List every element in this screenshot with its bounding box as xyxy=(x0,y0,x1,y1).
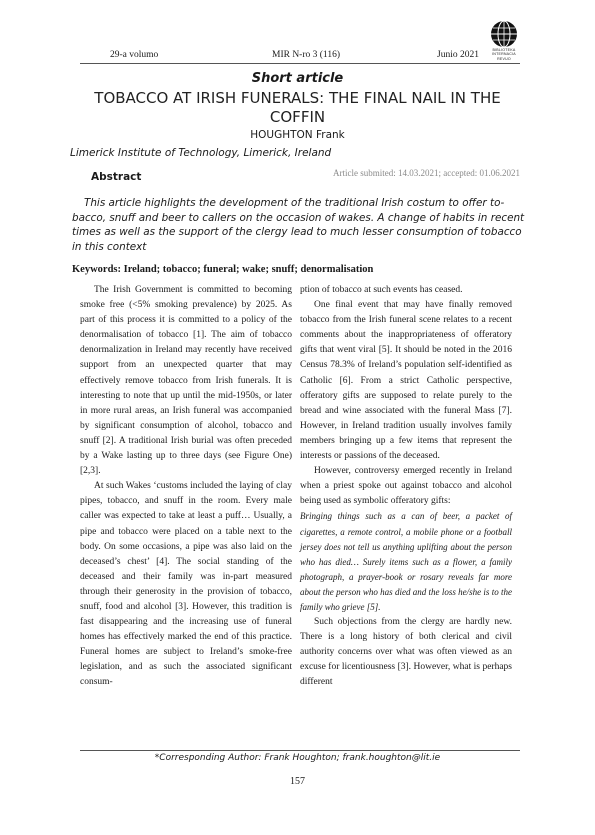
paragraph: At such Wakes ‘customs included the laying of clay pipes, tobacco, and snuff in the room. Every male caller was expected to take at least a puff… Usually, a pipe and tobacco were placed on a table next to the body. On some occasions, a pipe was also laid on the deceased’s chest’ [4]. The social standing of the deceased and their family was in-part measured through their generosity in the provision of tobacco, snuff, food and alcohol [3]. However, this tradition is fast disappearing and the increasing use of funeral homes has effectively marked the end of this practice. Funeral homes are subject to Ireland’s smoke-free legislation, and as such the associated significant consum- xyxy=(80,481,292,688)
footnote-corresponding-author: *Corresponding Author: Frank Houghton; frank.houghton@lit.ie xyxy=(154,753,441,763)
article-title xyxy=(60,89,535,127)
abstract-heading: Abstract xyxy=(91,171,142,183)
abstract-line: This article highlights the development of the traditional Irish costum to offer to- xyxy=(84,197,505,209)
author-name: HOUGHTON Frank xyxy=(250,129,345,141)
submission-dates: Article submited: 14.03.2021; accepted: 01.06.2021 xyxy=(333,168,520,178)
logo-text-line: INTERNACIA xyxy=(492,52,516,57)
paragraph: Such objections from the clergy are hardly new. There is a long history of both clerical and civil authority concerns over what was often viewed as an excuse for licentiousness [3]. However, what is perhaps different xyxy=(300,617,512,688)
abstract-line: in this context xyxy=(72,240,147,253)
body-column-left xyxy=(80,283,292,691)
abstract-line: bacco, snuff and beer to callers on the occasion of wakes. A change of habits in recent xyxy=(72,211,525,224)
affiliation: Limerick Institute of Technology, Limerick, Ireland xyxy=(70,147,332,159)
abstract-line: times as well as the support of the clergy lead to much lesser consumption of tobacco xyxy=(72,226,522,238)
footnote-rule xyxy=(80,750,520,751)
logo-text-line: REVUO xyxy=(497,56,511,61)
paragraph: The Irish Government is committed to becoming smoke free (<5% smoking prevalence) by 2025. As part of this process it is committed to a policy of the denormalisation of tobacco [1]. The aim of tobacco denormalization in Ireland may recently have received support from an unexpected quarter that may effectively remove tobacco from Irish funerals. It is interesting to note that up until the mid-1950s, or later in more rural areas, an Irish funeral was accompanied by significant consumption of alcohol, tobacco and snuff [2]. A traditional Irish burial was often preceded by a Wake lasting up to three days (see Figure One) [2,3]. xyxy=(80,285,292,477)
article-type: Short article xyxy=(251,71,344,86)
header-rule xyxy=(80,63,520,64)
block-quote: Bringing things such as a can of beer, a packet of cigarettes, a remote control, a mobile phone or a football jersey does not tell us anything uplifting about the person who has died… Surely items such as a flower, a family photograph, a prayer-book or rosary reveals far more about the person who has died and the loss he/she is to the family who grieve [5]. xyxy=(300,511,512,612)
body-column-right xyxy=(300,283,512,691)
paragraph: One final event that may have finally removed tobacco from the Irish funeral scene relates to a recent comments about the inappropriateness of offeratory gifts that went viral [5]. It should be noted in the 2016 Census 78.3% of Ireland’s population self-identified as Catholic [6]. From a strict Catholic perspective, offeratory gifts are supposed to relate purely to the bread and wine associated with the funeral Mass [7]. However, in Ireland tradition usually involves family members bringing up a few items that represent the interests or passions of the deceased. xyxy=(300,300,512,462)
keywords: Keywords: Ireland; tobacco; funeral; wake; snuff; denormalisation xyxy=(72,264,374,275)
volume-label: 29-a volumo xyxy=(110,50,159,60)
date-label: Junio 2021 xyxy=(437,50,479,60)
logo-text-line: BIBLIOTEKA xyxy=(492,48,516,52)
page-number: 157 xyxy=(290,776,305,787)
journal-logo-icon xyxy=(490,20,518,48)
abstract-text xyxy=(72,196,532,254)
title-line: COFFIN xyxy=(269,108,326,126)
paragraph: However, controversy emerged recently in Ireland when a priest spoke out against tobacco and alcohol being used as symbolic offeratory gifts: xyxy=(300,466,512,507)
logo-text xyxy=(484,48,524,61)
paragraph: ption of tobacco at such events has ceased. xyxy=(300,285,463,295)
title-line: TOBACCO AT IRISH FUNERALS: THE FINAL NAIL IN THE xyxy=(94,89,501,107)
issue-label: MIR N-ro 3 (116) xyxy=(272,50,340,60)
